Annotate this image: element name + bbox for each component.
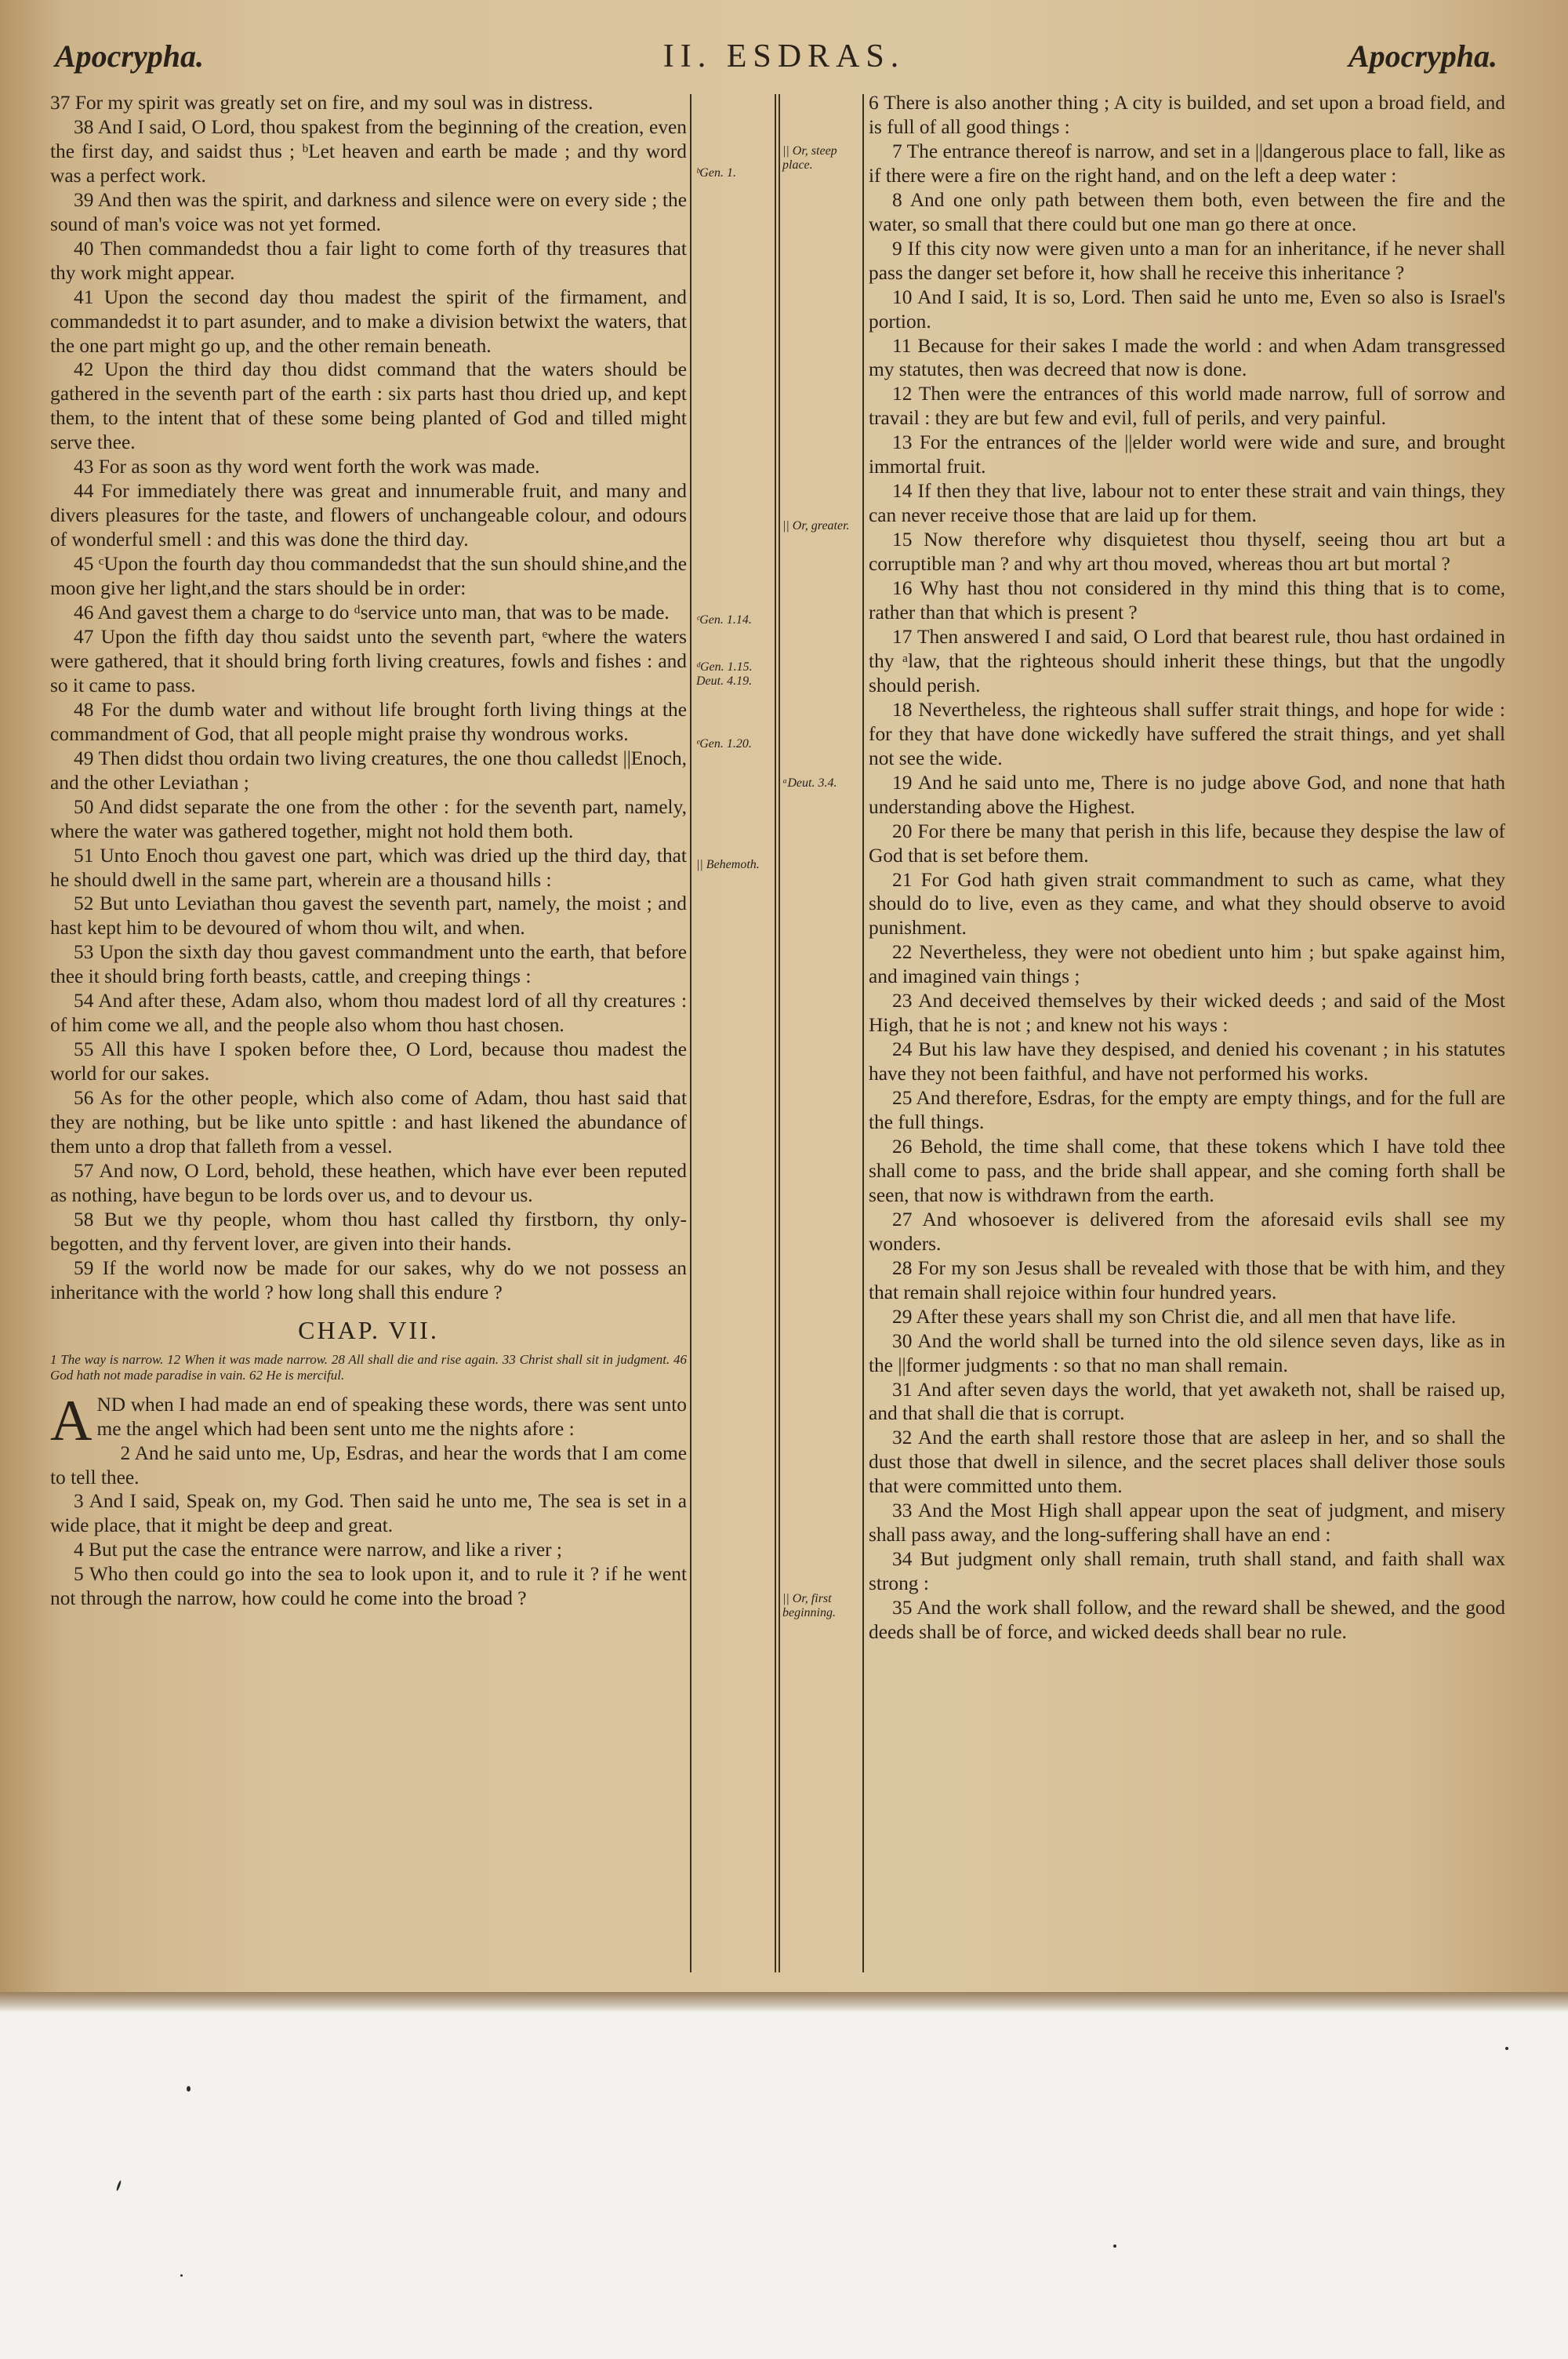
verse: 23 And deceived themselves by their wicked deeds ; and said of the Most High, that he is not ; and knew not his ways : bbox=[869, 990, 1505, 1037]
dust-speck bbox=[180, 2274, 183, 2277]
verse: 56 As for the other people, which also come of Adam, thou hast said that they are nothing, but be like unto spittle : and hast likened the abundance of them unto a drop that falleth from a vessel. bbox=[50, 1087, 687, 1158]
running-head-left: Apocrypha. bbox=[55, 38, 204, 74]
verse: 8 And one only path between them both, even between the fire and the water, so small that there could but one man go there at once. bbox=[869, 188, 1505, 235]
verse: 33 And the Most High shall appear upon the seat of judgment, and misery shall pass away, and the long-suffering shall have an end : bbox=[869, 1499, 1505, 1547]
running-title: II. ESDRAS. bbox=[662, 38, 906, 75]
verse: 46 And gavest them a charge to do ᵈservice unto man, that was to be made. bbox=[74, 602, 670, 624]
margin-note-behemoth: || Behemoth. bbox=[696, 858, 760, 871]
verse: 28 For my son Jesus shall be revealed with those that be with him, and they that remain shall rejoice within four hundred years. bbox=[869, 1256, 1505, 1303]
verse: 2 And he said unto me, Up, Esdras, and hear the words that I am come to tell thee. bbox=[50, 1441, 687, 1488]
verse: 42 Upon the third day thou didst command that the waters should be gathered in the seventh part of the earth : six parts hast thou dried up, and kept them, to the intent that of these some being planted of God and tilled might serve thee. bbox=[50, 358, 687, 454]
verse: 50 And didst separate the one from the other : for the seventh part, namely, where the water was gathered together, might not hold them both. bbox=[50, 795, 687, 842]
verse: 39 And then was the spirit, and darkness and silence were on every side ; the sound of man's voice was not yet formed. bbox=[50, 188, 687, 235]
verse: 41 Upon the second day thou madest the spirit of the firmament, and commandedst it to part asunder, and to make a division betwixt the waters, that the one part might go up, and the other remain beneath. bbox=[50, 285, 687, 357]
left-text-column bbox=[50, 91, 687, 1611]
verse: 34 But judgment only shall remain, truth shall stand, and faith shall wax strong : bbox=[869, 1548, 1505, 1595]
chapter-summary: 1 The way is narrow. 12 When it was made narrow. 28 All shall die and rise again. 33 Christ shall sit in judgment. 46 God hath not made paradise in vain. 62 He is merciful. bbox=[50, 1351, 687, 1383]
margin-note-deut: ᵃDeut. 3.4. bbox=[782, 776, 837, 790]
column-rule-left bbox=[690, 94, 691, 1972]
verse: 59 If the world now be made for our sakes, why do we not possess an inheritance with the world ? how long shall this endure ? bbox=[50, 1256, 687, 1303]
dust-speck bbox=[1113, 2245, 1116, 2248]
drop-cap: A bbox=[50, 1388, 93, 1453]
verse: 32 And the earth shall restore those that are asleep in her, and so shall the dust those that dwell in silence, and the secret places shall deliver those souls that were committed unto them. bbox=[869, 1427, 1505, 1498]
column-rule-right bbox=[862, 94, 864, 1972]
verse: 49 Then didst thou ordain two living creatures, the one thou calledst ||Enoch, and the other Leviathan ; bbox=[50, 747, 687, 794]
margin-note-first: || Or, first beginning. bbox=[782, 1592, 836, 1619]
verse: 4 But put the case the entrance were narrow, and like a river ; bbox=[74, 1539, 562, 1561]
verse: 48 For the dumb water and without life brought forth living things at the commandment of God, that all people might praise thy wondrous works. bbox=[50, 698, 687, 745]
verse: 13 For the entrances of the ||elder world were wide and sure, and brought immortal fruit. bbox=[869, 431, 1505, 478]
verse: 12 Then were the entrances of this world made narrow, full of sorrow and travail : they are but few and evil, full of perils, and very painful. bbox=[869, 383, 1505, 430]
chapter-heading: CHAP. VII. bbox=[298, 1315, 439, 1344]
verse: 5 Who then could go into the sea to look upon it, and to rule it ? if he went not through the narrow, how could he come into the broad ? bbox=[50, 1563, 687, 1610]
verse: 54 And after these, Adam also, whom thou madest lord of all thy creatures : of him come we all, and the people also whom thou hast chosen. bbox=[50, 990, 687, 1037]
verse: 16 Why hast thou not considered in thy mind this thing that is to come, rather than that which is present ? bbox=[869, 577, 1505, 624]
running-head-right: Apocrypha. bbox=[1348, 38, 1497, 74]
verse: 10 And I said, It is so, Lord. Then said he unto me, Even so also is Israel's portion. bbox=[869, 285, 1505, 333]
margin-rule-left-double bbox=[779, 94, 780, 1972]
margin-note-steep: || Or, steep place. bbox=[782, 144, 837, 172]
verse: 57 And now, O Lord, behold, these heathen, which have ever been reputed as nothing, have begun to be lords over us, and to devour us. bbox=[50, 1159, 687, 1206]
verse: 6 There is also another thing ; A city is builded, and set upon a broad field, and is full of all good things : bbox=[869, 92, 1505, 138]
verse: 31 And after seven days the world, that yet awaketh not, shall be raised up, and that shall die that is corrupt. bbox=[869, 1378, 1505, 1425]
verse: 7 The entrance thereof is narrow, and set in a ||dangerous place to fall, like as if there were a fire on the right hand, and on the left a deep water : bbox=[869, 140, 1505, 187]
margin-note-gen120: ᵉGen. 1.20. bbox=[696, 737, 752, 751]
verse: 53 Upon the sixth day thou gavest commandment unto the earth, that before thee it should bring forth beasts, cattle, and creeping things : bbox=[50, 941, 687, 988]
verse: 29 After these years shall my son Christ die, and all men that have life. bbox=[892, 1305, 1457, 1328]
verse: 45 ᶜUpon the fourth day thou commandedst that the sun should shine,and the moon give her light,and the stars should be in order: bbox=[50, 553, 687, 600]
verse: 19 And he said unto me, There is no judge above God, and none that hath understanding above the Highest. bbox=[869, 771, 1505, 818]
verse: 30 And the world shall be turned into the old silence seven days, like as in the ||former judgments : so that no man shall remain. bbox=[869, 1329, 1505, 1376]
page-edge-shadow bbox=[0, 1992, 1568, 2012]
verse: 38 And I said, O Lord, thou spakest from the beginning of the creation, even the first day, and saidst thus ; ᵇLet heaven and earth be made ; and thy word was a perfect work. bbox=[50, 115, 687, 187]
verse: 17 Then answered I and said, O Lord that bearest rule, thou hast ordained in thy ᵃlaw, that the righteous should inherit these things, but that the ungodly should perish. bbox=[869, 625, 1505, 696]
verse: 40 Then commandedst thou a fair light to come forth of thy treasures that thy work might appear. bbox=[50, 237, 687, 284]
right-verses bbox=[869, 91, 1505, 1645]
verse: 22 Nevertheless, they were not obedient unto him ; but spake against him, and imagined vain things ; bbox=[869, 941, 1505, 988]
verse: 25 And therefore, Esdras, for the empty are empty things, and for the full are the full things. bbox=[869, 1087, 1505, 1134]
chapter-verses bbox=[50, 1441, 687, 1612]
verse: 11 Because for their sakes I made the world : and when Adam transgressed my statutes, then was decreed that now is done. bbox=[869, 334, 1505, 381]
verse: 52 But unto Leviathan thou gavest the seventh part, namely, the moist ; and hast kept him to be devoured of whom thou wilt, and when. bbox=[50, 892, 687, 940]
verse: 44 For immediately there was great and innumerable fruit, and many and divers pleasures for the taste, and flowers of unchangeable colour, and odours of wonderful smell : and this was done the third day. bbox=[50, 480, 687, 551]
verse: 55 All this have I spoken before thee, O Lord, because thou madest the world for our sakes. bbox=[50, 1038, 687, 1085]
verse: 37 For my spirit was greatly set on fire, and my soul was in distress. bbox=[50, 92, 593, 114]
chapter-first-verse bbox=[50, 1388, 687, 1453]
margin-rule-left bbox=[775, 94, 776, 1972]
verse: 21 For God hath given strait commandment to such as came, what they should do to live, even as they came, and what they should observe to avoid punishment. bbox=[869, 868, 1505, 940]
verse: 47 Upon the fifth day thou saidst unto the seventh part, ᵉwhere the waters were gathered, that it should bring forth living creatures, fowls and fishes : and so it came to pass. bbox=[50, 625, 687, 696]
left-verses bbox=[50, 91, 687, 1305]
verse: 26 Behold, the time shall come, that these tokens which I have told thee shall come to pass, and the bride shall appear, and she coming forth shall be seen, that now is withdrawn from the earth. bbox=[869, 1135, 1505, 1206]
margin-note-gen1: ᵇGen. 1. bbox=[696, 166, 736, 180]
verse: 27 And whosoever is delivered from the aforesaid evils shall see my wonders. bbox=[869, 1208, 1505, 1255]
margin-note-gen115: ᵈGen. 1.15. Deut. 4.19. bbox=[696, 660, 753, 688]
verse: 43 For as soon as thy word went forth the work was made. bbox=[74, 456, 540, 478]
verse: 18 Nevertheless, the righteous shall suffer strait things, and hope for wide : for they that have done wickedly have suffered the strait things, and yet shall not see the wide. bbox=[869, 698, 1505, 769]
chapter-first-text: ND when I had made an end of speaking these words, there was sent unto me the angel which had been sent unto me the nights afore : bbox=[96, 1393, 687, 1440]
verse: 51 Unto Enoch thou gavest one part, which was dried up the third day, that he should dwell in the same part, wherein are a thousand hills : bbox=[50, 844, 687, 891]
verse: 35 And the work shall follow, and the reward shall be shewed, and the good deeds shall be of force, and wicked deeds shall bear no rule. bbox=[869, 1597, 1505, 1644]
right-text-column bbox=[869, 91, 1505, 1645]
verse: 20 For there be many that perish in this life, because they despise the law of God that is set before them. bbox=[869, 820, 1505, 867]
verse: 14 If then they that live, labour not to enter these strait and vain things, they can never receive those that are laid up for them. bbox=[869, 480, 1505, 527]
margin-note-gen114: ᶜGen. 1.14. bbox=[696, 613, 752, 627]
dust-speck bbox=[187, 2086, 191, 2092]
verse: 24 But his law have they despised, and denied his covenant ; in his statutes have they not been faithful, and have not performed his works. bbox=[869, 1038, 1505, 1085]
verse: 15 Now therefore why disquietest thou thyself, seeing thou art but a corruptible man ? and why art thou moved, whereas thou art but mortal ? bbox=[869, 529, 1505, 576]
dust-speck bbox=[116, 2180, 122, 2191]
verse: 9 If this city now were given unto a man for an inheritance, if he never shall pass the danger set before it, how shall he receive this inheritance ? bbox=[869, 237, 1505, 284]
verse: 58 But we thy people, whom thou hast called thy firstborn, thy only-begotten, and thy fervent lover, are given into their hands. bbox=[50, 1208, 687, 1255]
margin-note-greater: || Or, greater. bbox=[782, 519, 850, 533]
verse: 3 And I said, Speak on, my God. Then said he unto me, The sea is set in a wide place, that it might be deep and great. bbox=[50, 1490, 687, 1537]
dust-speck bbox=[1505, 2047, 1508, 2050]
